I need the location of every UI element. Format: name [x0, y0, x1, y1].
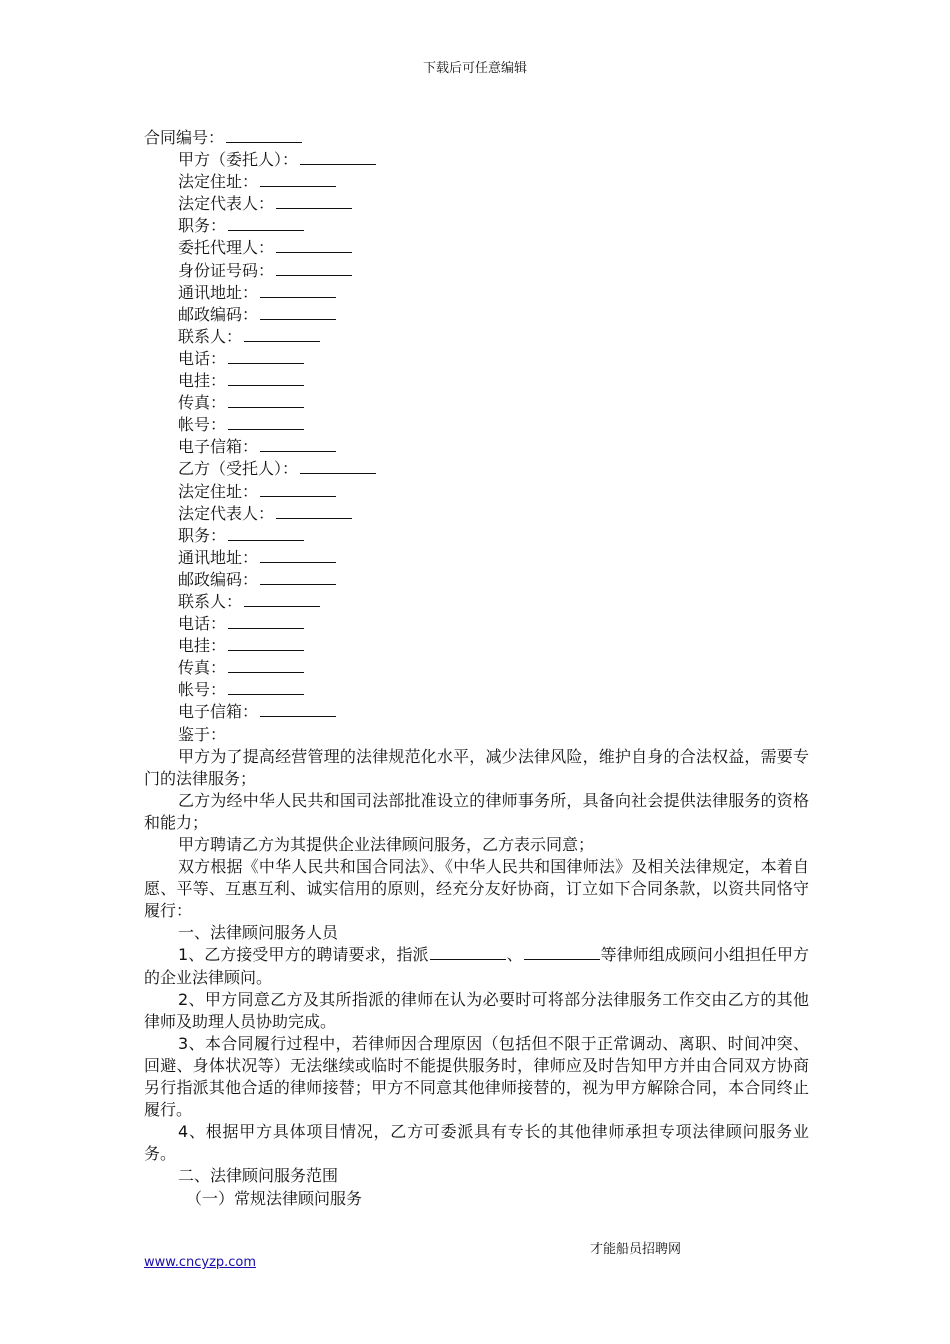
- field-label: 电话：: [178, 614, 227, 634]
- field-row: [144, 591, 809, 613]
- section-heading: 二、法律顾问服务范围: [178, 1166, 339, 1186]
- field-label: 帐号：: [178, 415, 227, 435]
- field-label: 电子信箱：: [178, 702, 259, 722]
- field-label: 传真：: [178, 658, 227, 678]
- contract-number-field: [144, 127, 809, 149]
- clause-text: 、: [506, 945, 523, 965]
- field-row: [144, 458, 809, 480]
- blank-line: [260, 283, 336, 298]
- party-a-fields: [144, 149, 809, 458]
- field-label: 通讯地址：: [178, 282, 259, 302]
- blank-line: [228, 216, 304, 231]
- field-row: [144, 613, 809, 635]
- field-label: 法定住址：: [178, 172, 259, 192]
- field-label: 联系人：: [178, 591, 243, 611]
- field-label: 电挂：: [178, 371, 227, 391]
- recital-paragraph: 双方根据《中华人民共和国合同法》、《中华人民共和国律师法》及相关法律规定，本着自愿、平等、互惠互利、诚实信用的原则，经充分友好协商，订立如下合同条款，以资共同恪守履行：: [144, 857, 809, 921]
- blank-line: [276, 261, 352, 276]
- field-row: [144, 547, 809, 569]
- field-label: 职务：: [178, 525, 227, 545]
- field-row: [144, 326, 809, 348]
- clause-text: 1、乙方接受甲方的聘请要求，指派: [178, 945, 429, 965]
- blank-line: [260, 702, 336, 717]
- blank-line: [228, 614, 304, 629]
- field-label: 身份证号码：: [178, 260, 275, 280]
- field-row: [144, 657, 809, 679]
- blank-line: [300, 150, 376, 165]
- clause-paragraph: [144, 944, 809, 988]
- field-row: [144, 237, 809, 259]
- blank-line: [228, 371, 304, 386]
- field-row: [144, 525, 809, 547]
- blank-line: [276, 194, 352, 209]
- blank-line: [228, 415, 304, 430]
- field-label: 委托代理人：: [178, 238, 275, 258]
- blank-line: [300, 459, 376, 474]
- field-row: [144, 701, 809, 723]
- blank-line: [260, 305, 336, 320]
- field-row: [144, 392, 809, 414]
- field-row: [144, 348, 809, 370]
- field-row: [144, 260, 809, 282]
- field-row: [144, 481, 809, 503]
- blank-line: [228, 526, 304, 541]
- blank-line: [260, 548, 336, 563]
- blank-line: [524, 945, 600, 960]
- field-label: 电话：: [178, 348, 227, 368]
- field-row: [144, 193, 809, 215]
- field-row: [144, 414, 809, 436]
- page-header: 下载后可任意编辑: [422, 61, 527, 76]
- blank-line: [244, 592, 320, 607]
- field-row: [144, 171, 809, 193]
- clause-paragraph: 3、本合同履行过程中，若律师因合理原因（包括但不限于正常调动、离职、时间冲突、回避、身体状况等）无法继续或临时不能提供服务时，律师应及时告知甲方并由合同双方协商另行指派其他合适的律师接替；甲方不同意其他律师接替的，视为甲方解除合同，本合同终止履行。: [144, 1033, 809, 1120]
- field-row: [144, 215, 809, 237]
- field-label: 电子信箱：: [178, 437, 259, 457]
- field-label: 联系人：: [178, 326, 243, 346]
- clause-paragraph: 2、甲方同意乙方及其所指派的律师在认为必要时可将部分法律服务工作交由乙方的其他律师及助理人员协助完成。: [144, 989, 809, 1031]
- clause-text: 等律师组成顾问小组担任甲方的企业法律顾问。: [144, 945, 809, 987]
- field-row: [144, 149, 809, 171]
- field-label: 电挂：: [178, 636, 227, 656]
- field-label: 法定住址：: [178, 481, 259, 501]
- field-label: 法定代表人：: [178, 503, 275, 523]
- footer-site-name: 才能船员招聘网: [590, 1242, 682, 1257]
- field-label: 合同编号：: [144, 128, 225, 147]
- field-row: [144, 304, 809, 326]
- field-row: [144, 569, 809, 591]
- field-label: 邮政编码：: [178, 304, 259, 324]
- recital-paragraph: 乙方为经中华人民共和国司法部批准设立的律师事务所，具备向社会提供法律服务的资格和能力；: [144, 790, 809, 832]
- field-row: [144, 503, 809, 525]
- clause-paragraph: 4、根据甲方具体项目情况，乙方可委派具有专长的其他律师承担专项法律顾问服务业务。: [144, 1122, 809, 1164]
- party-b-fields: [144, 458, 809, 723]
- field-label: 法定代表人：: [178, 194, 275, 214]
- blank-line: [260, 437, 336, 452]
- field-row: [144, 635, 809, 657]
- blank-line: [228, 636, 304, 651]
- section-heading: 一、法律顾问服务人员: [178, 923, 339, 943]
- blank-line: [430, 945, 506, 960]
- blank-line: [228, 680, 304, 695]
- blank-line: [260, 172, 336, 187]
- blank-line: [228, 393, 304, 408]
- field-label: 邮政编码：: [178, 569, 259, 589]
- field-label: 帐号：: [178, 680, 227, 700]
- field-label: 职务：: [178, 216, 227, 236]
- blank-line: [244, 327, 320, 342]
- blank-line: [228, 658, 304, 673]
- field-row: [144, 282, 809, 304]
- footer-url-link[interactable]: www.cncyzp.com: [144, 1255, 257, 1270]
- field-row: [144, 679, 809, 701]
- field-row: [144, 436, 809, 458]
- blank-line: [228, 349, 304, 364]
- field-row: [144, 370, 809, 392]
- blank-line: [226, 128, 302, 143]
- contract-body: [144, 127, 809, 1210]
- field-label: 传真：: [178, 393, 227, 413]
- recital-paragraph: 甲方为了提高经营管理的法律规范化水平，减少法律风险，维护自身的合法权益，需要专门的法律服务；: [144, 746, 809, 788]
- field-label: 乙方（受托人）：: [178, 459, 299, 479]
- blank-line: [260, 482, 336, 497]
- recital-paragraph: 甲方聘请乙方为其提供企业法律顾问服务，乙方表示同意；: [178, 835, 595, 854]
- subsection-heading: （一）常规法律顾问服务: [186, 1188, 363, 1208]
- blank-line: [276, 504, 352, 519]
- whereas-heading: 鉴于：: [178, 724, 227, 744]
- blank-line: [276, 238, 352, 253]
- blank-line: [260, 570, 336, 585]
- field-label: 通讯地址：: [178, 547, 259, 567]
- field-label: 甲方（委托人）：: [178, 150, 299, 170]
